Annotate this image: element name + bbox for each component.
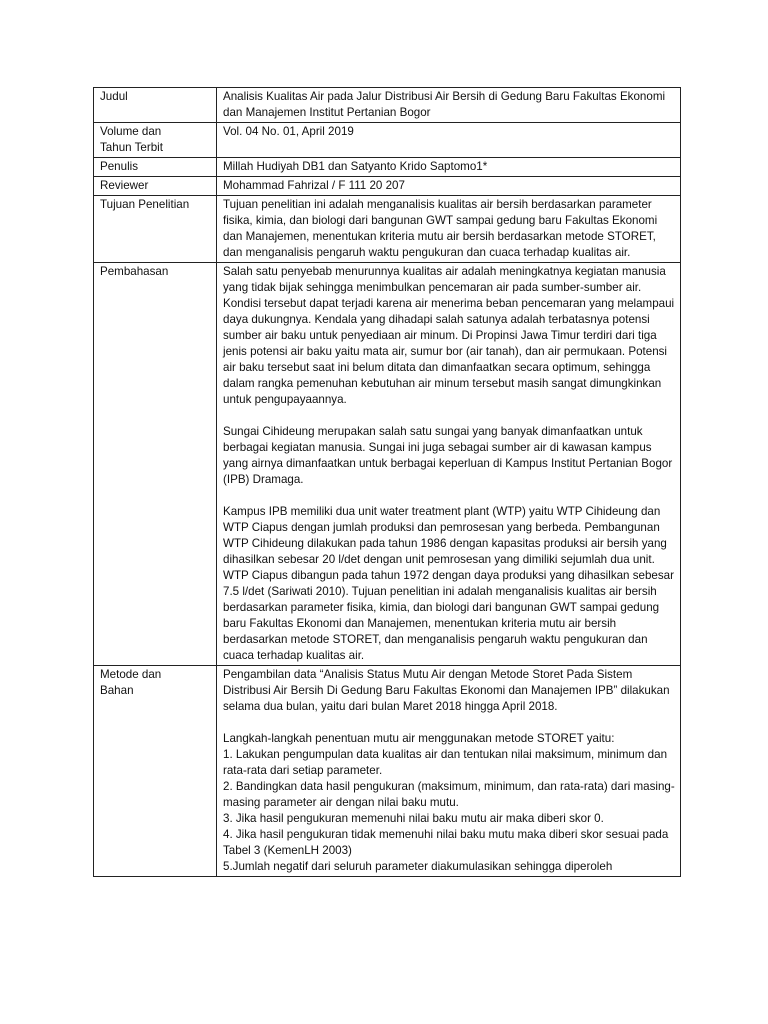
tujuan-text: Tujuan penelitian ini adalah menganalisis kualitas air bersih berdasarkan parameter fisika, kimia, dan biologi dari bangunan GWT sampai gedung baru Fakultas Ekonomi dan Manajemen, menentukan kriteria mutu air bersih berdasarkan metode STORET, dan menganalisis pengaruh waktu pengukuran dan cuaca terhadap kualitas air.	[223, 198, 658, 259]
metode-intro: Pengambilan data “Analisis Status Mutu Air dengan Metode Storet Pada Sistem Distribusi Air Bersih Di Gedung Baru Fakultas Ekonomi dan Manajemen IPB” dilakukan selama dua bulan, yaitu dari bulan Maret 2018 hingga April 2018.	[223, 668, 670, 713]
label-reviewer	[94, 177, 217, 196]
judul-text: Analisis Kualitas Air pada Jalur Distribusi Air Bersih di Gedung Baru Fakultas Ekonomi dan Manajemen Institut Pertanian Bogor	[223, 90, 666, 119]
row-reviewer	[94, 177, 681, 196]
label-metode-line2: Bahan	[100, 684, 134, 697]
label-penulis	[94, 158, 217, 177]
label-text: Tujuan Penelitian	[100, 198, 190, 211]
metode-steps-title: Langkah-langkah penentuan mutu air menggunakan metode STORET yaitu:	[223, 732, 615, 745]
label-volume	[94, 123, 217, 158]
value-tujuan	[217, 196, 681, 263]
label-pembahasan	[94, 263, 217, 666]
label-text: Pembahasan	[100, 265, 169, 278]
value-volume	[217, 123, 681, 158]
metode-step-2: 2. Bandingkan data hasil pengukuran (maksimum, minimum, dan rata-rata) dari masing-masing parameter air dengan nilai baku mutu.	[223, 780, 675, 809]
label-judul	[94, 88, 217, 123]
label-text: Reviewer	[100, 179, 149, 192]
label-volume-line2: Tahun Terbit	[100, 141, 163, 154]
label-metode	[94, 666, 217, 877]
row-tujuan	[94, 196, 681, 263]
row-judul	[94, 88, 681, 123]
review-table	[93, 87, 681, 877]
label-text: Judul	[100, 90, 128, 103]
label-volume-line1: Volume dan	[100, 125, 162, 138]
pembahasan-paragraph-2: Sungai Cihideung merupakan salah satu sungai yang banyak dimanfaatkan untuk berbagai kegiatan manusia. Sungai ini juga sebagai sumber air di kawasan kampus yang airnya dimanfaatkan untuk berbagai keperluan di Kampus Institut Pertanian Bogor (IPB) Dramaga.	[223, 425, 673, 486]
metode-step-4: 4. Jika hasil pengukuran tidak memenuhi nilai baku mutu maka diberi skor sesuai pada Tabel 3 (KemenLH 2003)	[223, 828, 669, 857]
row-penulis	[94, 158, 681, 177]
metode-step-5: 5.Jumlah negatif dari seluruh parameter diakumulasikan sehingga diperoleh	[223, 860, 613, 873]
paragraph-gap	[223, 715, 676, 731]
value-pembahasan	[217, 263, 681, 666]
label-tujuan	[94, 196, 217, 263]
penulis-text: Millah Hudiyah DB1 dan Satyanto Krido Saptomo1*	[223, 160, 488, 173]
value-judul	[217, 88, 681, 123]
row-pembahasan	[94, 263, 681, 666]
pembahasan-paragraph-3: Kampus IPB memiliki dua unit water treatment plant (WTP) yaitu WTP Cihideung dan WTP Ciapus dengan jumlah produksi dan pemrosesan yang berbeda. Pembangunan WTP Cihideung dilakukan pada tahun 1986 dengan kapasitas produksi air bersih yang dihasilkan sebesar 20 l/det dengan unit pemrosesan yang dimiliki sejumlah dua unit. WTP Ciapus dibangun pada tahun 1972 dengan daya produksi yang dihasilkan sebesar 7.5 l/det (Sariwati 2010). Tujuan penelitian ini adalah menganalisis kualitas air bersih berdasarkan parameter fisika, kimia, dan biologi dari bangunan GWT sampai gedung baru Fakultas Ekonomi dan Manajemen, menentukan kriteria mutu air bersih berdasarkan metode STORET, dan menganalisis pengaruh waktu pengukuran dan cuaca terhadap kualitas air.	[223, 505, 674, 662]
value-reviewer	[217, 177, 681, 196]
label-text: Penulis	[100, 160, 139, 173]
metode-step-3: 3. Jika hasil pengukuran memenuhi nilai baku mutu air maka diberi skor 0.	[223, 812, 604, 825]
pembahasan-paragraph-1: Salah satu penyebab menurunnya kualitas air adalah meningkatnya kegiatan manusia yang tidak bijak sehingga menimbulkan pencemaran air pada sumber-sumber air. Kondisi tersebut dapat terjadi karena air menerima beban pencemaran yang melampaui daya dukungnya. Kendala yang dihadapi salah satunya adalah terbatasnya potensi sumber air baku untuk penyediaan air minum. Di Propinsi Jawa Timur terdiri dari tiga jenis potensi air baku yaitu mata air, sumur bor (air tanah), dan air permukaan. Potensi air baku tersebut saat ini belum ditata dan dimanfaatkan secara optimum, sehingga dalam rangka pemenuhan kebutuhan air minum tersebut masih sangat dimungkinkan untuk pengupayaannya.	[223, 265, 675, 406]
metode-step-1: 1. Lakukan pengumpulan data kualitas air dan tentukan nilai maksimum, minimum dan rata-rata dari setiap parameter.	[223, 748, 668, 777]
value-penulis	[217, 158, 681, 177]
paragraph-gap	[223, 488, 676, 504]
volume-text: Vol. 04 No. 01, April 2019	[223, 125, 354, 138]
paragraph-gap	[223, 408, 676, 424]
reviewer-text: Mohammad Fahrizal / F 111 20 207	[223, 179, 405, 192]
value-metode	[217, 666, 681, 877]
row-volume	[94, 123, 681, 158]
label-metode-line1: Metode dan	[100, 668, 162, 681]
row-metode	[94, 666, 681, 877]
